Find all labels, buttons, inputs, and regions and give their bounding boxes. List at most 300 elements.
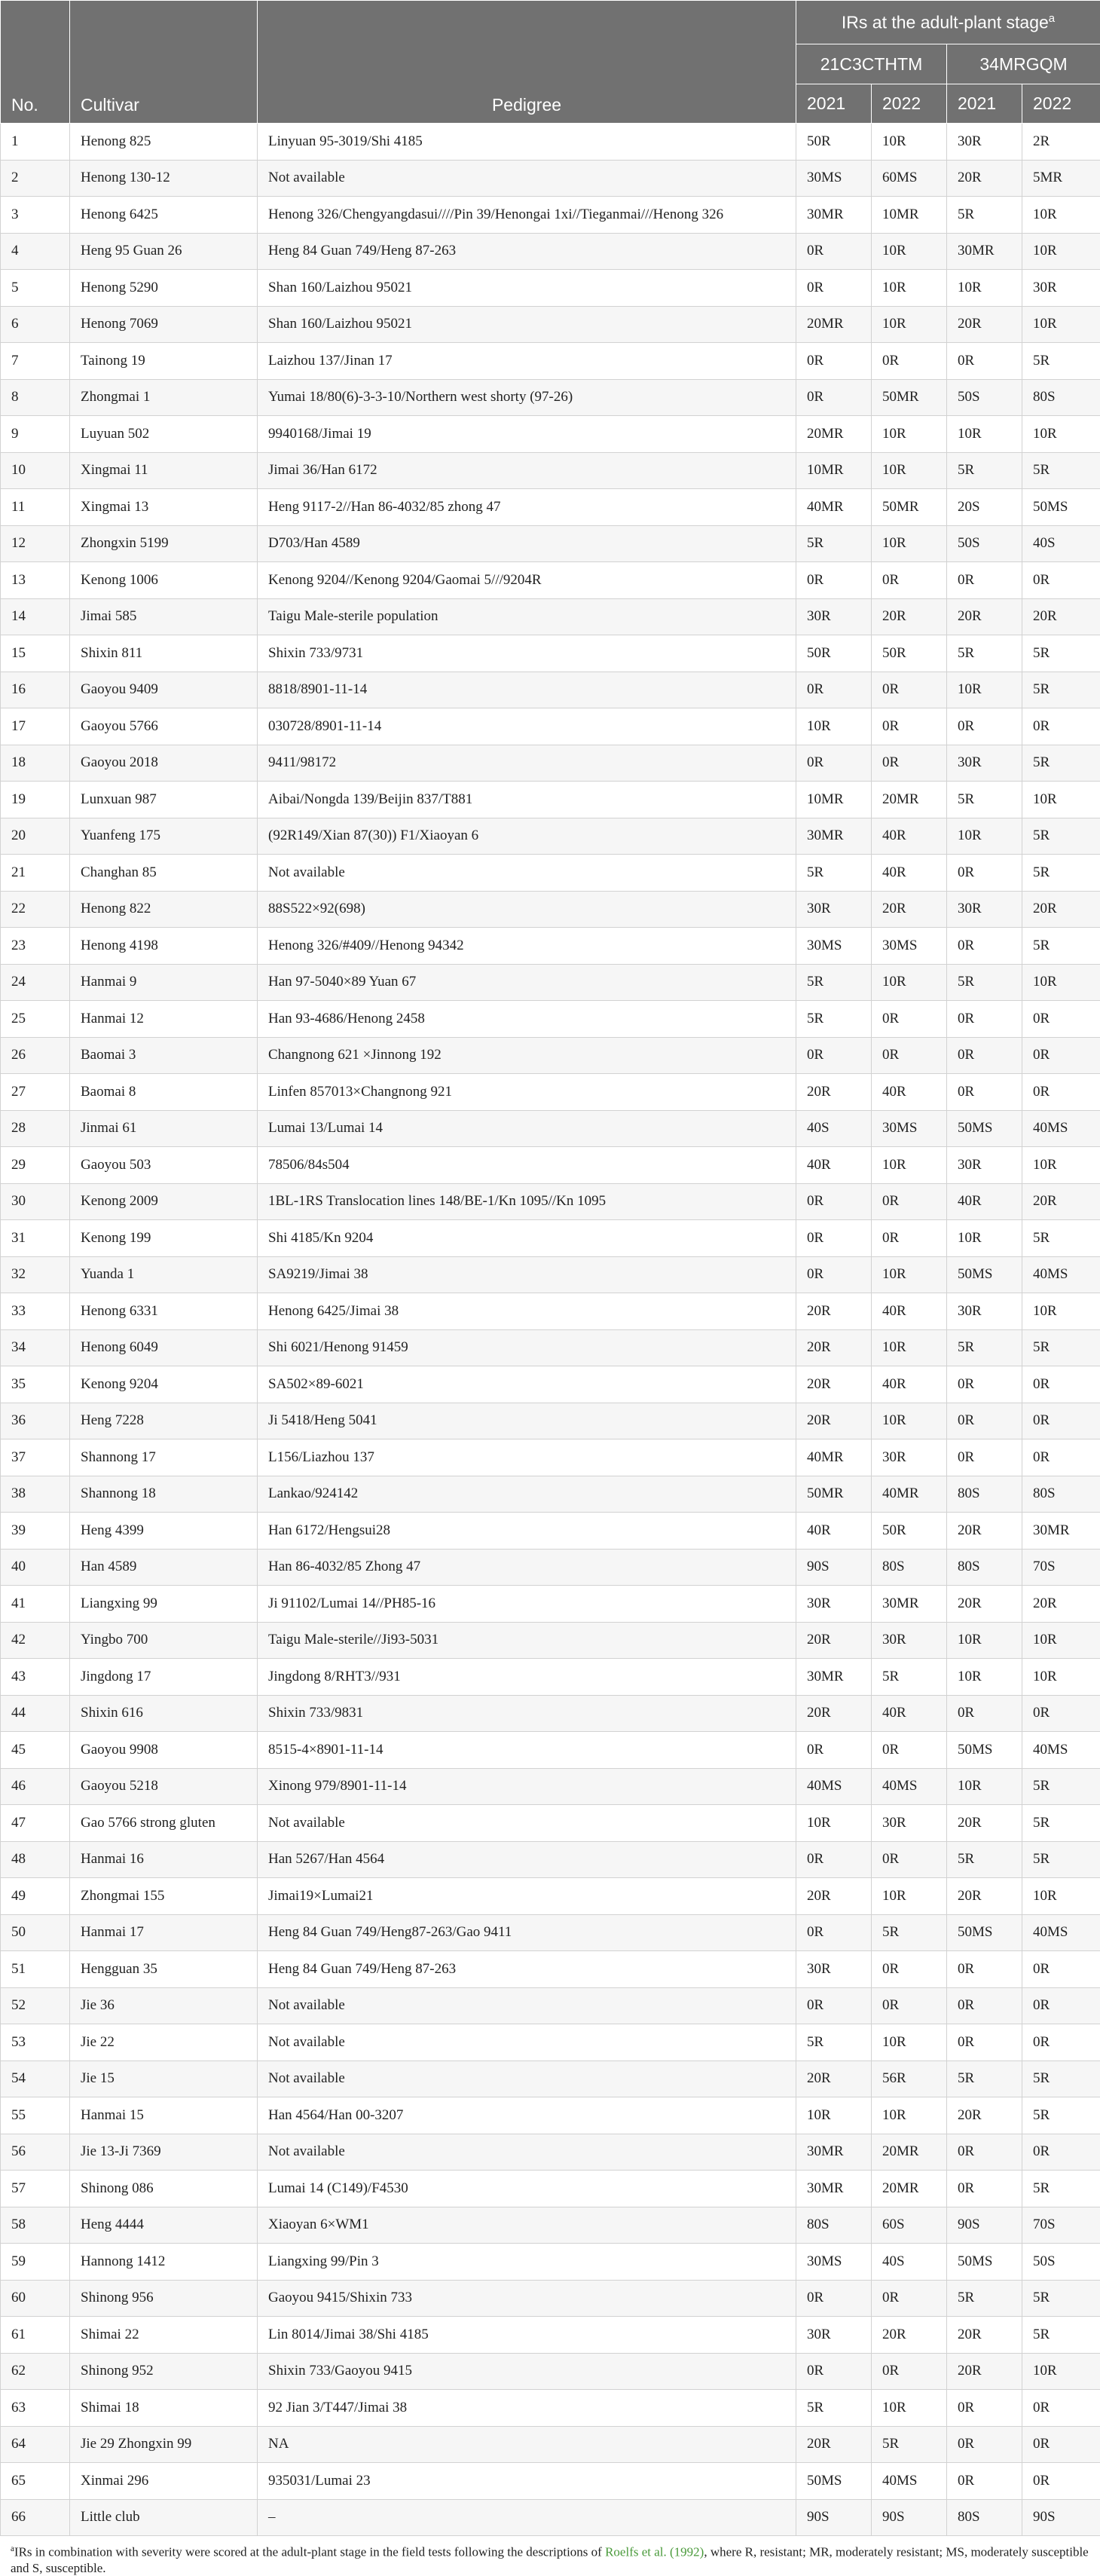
cell-21c3cthtm-2021: 20R: [796, 1074, 872, 1111]
cell-21c3cthtm-2021: 30MR: [796, 2134, 872, 2171]
cell-21c3cthtm-2021: 20R: [796, 1366, 872, 1403]
cell-21c3cthtm-2022: 10MR: [872, 197, 947, 234]
table-row: [1, 562, 1100, 599]
cell-34mrgqm-2022: 10R: [1022, 1659, 1100, 1696]
cell-34mrgqm-2021: 5R: [947, 452, 1022, 489]
cell-no: 22: [1, 891, 70, 928]
cell-34mrgqm-2022: 20R: [1022, 891, 1100, 928]
cell-cultivar: Henong 7069: [70, 306, 258, 343]
cell-34mrgqm-2021: 10R: [947, 270, 1022, 307]
cell-no: 21: [1, 855, 70, 892]
cell-21c3cthtm-2021: 20R: [796, 1329, 872, 1366]
cell-34mrgqm-2022: 0R: [1022, 1037, 1100, 1074]
cell-cultivar: Han 4589: [70, 1549, 258, 1586]
cell-no: 33: [1, 1293, 70, 1330]
table-row: [1, 2060, 1100, 2097]
cell-no: 45: [1, 1732, 70, 1769]
cell-21c3cthtm-2021: 40S: [796, 1110, 872, 1147]
cell-34mrgqm-2022: 0R: [1022, 1695, 1100, 1732]
cell-pedigree: 030728/8901-11-14: [258, 708, 796, 745]
cell-21c3cthtm-2021: 5R: [796, 964, 872, 1001]
cell-34mrgqm-2022: 20R: [1022, 1183, 1100, 1220]
cell-34mrgqm-2021: 5R: [947, 197, 1022, 234]
cell-cultivar: Hanmai 15: [70, 2097, 258, 2134]
cell-21c3cthtm-2021: 10MR: [796, 452, 872, 489]
table-row: [1, 1914, 1100, 1951]
cell-34mrgqm-2021: 0R: [947, 2134, 1022, 2171]
cell-cultivar: Kenong 199: [70, 1220, 258, 1257]
table-row: [1, 708, 1100, 745]
cell-34mrgqm-2022: 40MS: [1022, 1732, 1100, 1769]
cell-pedigree: Kenong 9204//Kenong 9204/Gaomai 5///9204R: [258, 562, 796, 599]
cell-no: 1: [1, 124, 70, 161]
cell-pedigree: Linfen 857013×Changnong 921: [258, 1074, 796, 1111]
cell-34mrgqm-2022: 5R: [1022, 1329, 1100, 1366]
cell-21c3cthtm-2022: 0R: [872, 745, 947, 782]
cell-21c3cthtm-2022: 40R: [872, 1293, 947, 1330]
cell-no: 30: [1, 1183, 70, 1220]
cell-no: 16: [1, 672, 70, 708]
cell-pedigree: Ji 91102/Lumai 14//PH85-16: [258, 1586, 796, 1623]
cell-21c3cthtm-2022: 60MS: [872, 160, 947, 197]
cell-21c3cthtm-2022: 40S: [872, 2244, 947, 2281]
cell-21c3cthtm-2022: 90S: [872, 2499, 947, 2536]
cell-21c3cthtm-2021: 0R: [796, 1183, 872, 1220]
cell-34mrgqm-2022: 30R: [1022, 270, 1100, 307]
cell-pedigree: Jimai 36/Han 6172: [258, 452, 796, 489]
cell-no: 4: [1, 233, 70, 270]
cell-pedigree: D703/Han 4589: [258, 525, 796, 562]
cell-21c3cthtm-2021: 30R: [796, 891, 872, 928]
table-row: [1, 452, 1100, 489]
cell-21c3cthtm-2022: 30R: [872, 1622, 947, 1659]
cell-no: 46: [1, 1768, 70, 1805]
cell-34mrgqm-2021: 5R: [947, 1329, 1022, 1366]
cell-pedigree: Liangxing 99/Pin 3: [258, 2244, 796, 2281]
table-row: [1, 1403, 1100, 1439]
cell-cultivar: Henong 4198: [70, 928, 258, 965]
table-row: [1, 1805, 1100, 1842]
cell-no: 39: [1, 1513, 70, 1550]
cell-34mrgqm-2021: 0R: [947, 1001, 1022, 1038]
cell-21c3cthtm-2021: 0R: [796, 2353, 872, 2390]
cell-no: 3: [1, 197, 70, 234]
cell-pedigree: Han 86-4032/85 Zhong 47: [258, 1549, 796, 1586]
cell-34mrgqm-2021: 30R: [947, 891, 1022, 928]
cell-34mrgqm-2022: 30MR: [1022, 1513, 1100, 1550]
cell-pedigree: (92R149/Xian 87(30)) F1/Xiaoyan 6: [258, 818, 796, 855]
cell-cultivar: Gaoyou 5766: [70, 708, 258, 745]
cell-cultivar: Heng 7228: [70, 1403, 258, 1439]
table-row: [1, 1622, 1100, 1659]
cell-34mrgqm-2021: 0R: [947, 1987, 1022, 2024]
cell-pedigree: Gaoyou 9415/Shixin 733: [258, 2280, 796, 2317]
cell-pedigree: Lumai 13/Lumai 14: [258, 1110, 796, 1147]
cell-34mrgqm-2022: 0R: [1022, 1987, 1100, 2024]
cell-cultivar: Jie 15: [70, 2060, 258, 2097]
cell-pedigree: Shixin 733/Gaoyou 9415: [258, 2353, 796, 2390]
cell-21c3cthtm-2022: 10R: [872, 1403, 947, 1439]
cell-no: 43: [1, 1659, 70, 1696]
cell-21c3cthtm-2022: 20R: [872, 891, 947, 928]
cell-21c3cthtm-2021: 0R: [796, 1732, 872, 1769]
cell-34mrgqm-2021: 0R: [947, 1403, 1022, 1439]
cell-pedigree: 92 Jian 3/T447/Jimai 38: [258, 2390, 796, 2427]
cell-cultivar: Little club: [70, 2499, 258, 2536]
cell-cultivar: Gaoyou 5218: [70, 1768, 258, 1805]
cell-no: 10: [1, 452, 70, 489]
cell-34mrgqm-2022: 10R: [1022, 782, 1100, 818]
cell-34mrgqm-2022: 5R: [1022, 2171, 1100, 2207]
cell-no: 18: [1, 745, 70, 782]
table-row: [1, 1951, 1100, 1988]
cell-34mrgqm-2022: 5R: [1022, 2317, 1100, 2354]
table-row: [1, 2499, 1100, 2536]
cell-21c3cthtm-2021: 90S: [796, 2499, 872, 2536]
cell-no: 61: [1, 2317, 70, 2354]
cell-21c3cthtm-2021: 5R: [796, 855, 872, 892]
cell-34mrgqm-2021: 0R: [947, 1366, 1022, 1403]
cell-pedigree: Shan 160/Laizhou 95021: [258, 306, 796, 343]
cell-pedigree: NA: [258, 2426, 796, 2463]
cell-21c3cthtm-2021: 0R: [796, 1037, 872, 1074]
table-row: [1, 1293, 1100, 1330]
header-cultivar: Cultivar: [70, 1, 258, 124]
cell-34mrgqm-2021: 0R: [947, 1951, 1022, 1988]
cell-34mrgqm-2021: 20R: [947, 1586, 1022, 1623]
cell-21c3cthtm-2021: 50R: [796, 124, 872, 161]
table-row: [1, 525, 1100, 562]
cell-34mrgqm-2021: 50MS: [947, 1256, 1022, 1293]
header-year: 2021: [947, 84, 1022, 124]
cell-21c3cthtm-2022: 10R: [872, 525, 947, 562]
cell-no: 26: [1, 1037, 70, 1074]
cell-cultivar: Henong 822: [70, 891, 258, 928]
cell-no: 36: [1, 1403, 70, 1439]
cell-cultivar: Shinong 956: [70, 2280, 258, 2317]
cell-cultivar: Xinmai 296: [70, 2463, 258, 2500]
table-row: [1, 1037, 1100, 1074]
cell-34mrgqm-2021: 80S: [947, 2499, 1022, 2536]
cell-21c3cthtm-2022: 0R: [872, 708, 947, 745]
cell-34mrgqm-2022: 20R: [1022, 598, 1100, 635]
cell-21c3cthtm-2021: 0R: [796, 745, 872, 782]
cell-no: 14: [1, 598, 70, 635]
cell-34mrgqm-2022: 10R: [1022, 416, 1100, 453]
cell-no: 42: [1, 1622, 70, 1659]
cell-34mrgqm-2021: 10R: [947, 1768, 1022, 1805]
table-row: [1, 818, 1100, 855]
cell-no: 24: [1, 964, 70, 1001]
cell-21c3cthtm-2022: 10R: [872, 2390, 947, 2427]
cell-34mrgqm-2022: 80S: [1022, 1476, 1100, 1513]
cell-21c3cthtm-2021: 20R: [796, 1878, 872, 1915]
cell-no: 40: [1, 1549, 70, 1586]
cell-34mrgqm-2022: 10R: [1022, 1293, 1100, 1330]
cell-21c3cthtm-2022: 10R: [872, 964, 947, 1001]
cell-21c3cthtm-2022: 40MS: [872, 1768, 947, 1805]
cell-21c3cthtm-2022: 20MR: [872, 2171, 947, 2207]
header-no: No.: [1, 1, 70, 124]
table-row: [1, 1329, 1100, 1366]
cell-21c3cthtm-2022: 0R: [872, 1732, 947, 1769]
header-year: 2021: [796, 84, 872, 124]
cell-21c3cthtm-2021: 0R: [796, 672, 872, 708]
table-row: [1, 2171, 1100, 2207]
cell-pedigree: Shi 4185/Kn 9204: [258, 1220, 796, 1257]
cell-21c3cthtm-2021: 0R: [796, 1841, 872, 1878]
cell-no: 53: [1, 2024, 70, 2061]
table-row: [1, 1732, 1100, 1769]
cell-21c3cthtm-2021: 30MR: [796, 1659, 872, 1696]
footnote-text-end: , where R, resistant; MR, moderately resistant; MS, moderately susceptible and S, susceptible.: [11, 2545, 1089, 2575]
cell-pedigree: Han 6172/Hengsui28: [258, 1513, 796, 1550]
cell-34mrgqm-2021: 5R: [947, 964, 1022, 1001]
cell-34mrgqm-2021: 0R: [947, 2171, 1022, 2207]
cell-34mrgqm-2021: 0R: [947, 2426, 1022, 2463]
cell-21c3cthtm-2022: 40R: [872, 818, 947, 855]
cell-34mrgqm-2021: 20R: [947, 160, 1022, 197]
cell-cultivar: Shinong 086: [70, 2171, 258, 2207]
cell-21c3cthtm-2022: 10R: [872, 452, 947, 489]
cell-cultivar: Shixin 616: [70, 1695, 258, 1732]
table-row: [1, 1549, 1100, 1586]
table-row: [1, 1987, 1100, 2024]
cell-21c3cthtm-2021: 50MR: [796, 1476, 872, 1513]
cell-21c3cthtm-2022: 20R: [872, 2317, 947, 2354]
cell-pedigree: Henong 6425/Jimai 38: [258, 1293, 796, 1330]
cell-cultivar: Luyuan 502: [70, 416, 258, 453]
table-row: [1, 1001, 1100, 1038]
cell-21c3cthtm-2022: 0R: [872, 2353, 947, 2390]
cell-34mrgqm-2022: 70S: [1022, 2207, 1100, 2244]
cell-cultivar: Heng 4399: [70, 1513, 258, 1550]
cell-21c3cthtm-2022: 40MR: [872, 1476, 947, 1513]
cell-pedigree: Linyuan 95-3019/Shi 4185: [258, 124, 796, 161]
cell-no: 55: [1, 2097, 70, 2134]
cell-34mrgqm-2022: 40MS: [1022, 1914, 1100, 1951]
cell-no: 32: [1, 1256, 70, 1293]
cell-34mrgqm-2021: 0R: [947, 855, 1022, 892]
cell-pedigree: Heng 84 Guan 749/Heng 87-263: [258, 1951, 796, 1988]
cell-34mrgqm-2022: 0R: [1022, 2134, 1100, 2171]
cell-cultivar: Gao 5766 strong gluten: [70, 1805, 258, 1842]
cell-21c3cthtm-2022: 40MS: [872, 2463, 947, 2500]
cell-pedigree: Yumai 18/80(6)-3-3-10/Northern west shorty (97-26): [258, 379, 796, 416]
table-row: [1, 2426, 1100, 2463]
cell-34mrgqm-2021: 10R: [947, 818, 1022, 855]
cell-21c3cthtm-2021: 20MR: [796, 416, 872, 453]
cell-pedigree: Han 4564/Han 00-3207: [258, 2097, 796, 2134]
table-footnote: [0, 2536, 1100, 2576]
cell-34mrgqm-2021: 30R: [947, 1293, 1022, 1330]
cell-21c3cthtm-2022: 30MR: [872, 1586, 947, 1623]
table-row: [1, 1147, 1100, 1184]
cell-cultivar: Yuanfeng 175: [70, 818, 258, 855]
cell-34mrgqm-2022: 40MS: [1022, 1256, 1100, 1293]
cell-34mrgqm-2021: 50MS: [947, 2244, 1022, 2281]
cell-pedigree: Not available: [258, 2134, 796, 2171]
cell-21c3cthtm-2022: 0R: [872, 672, 947, 708]
cell-cultivar: Lunxuan 987: [70, 782, 258, 818]
header-year: 2022: [872, 84, 947, 124]
cell-34mrgqm-2021: 50MS: [947, 1732, 1022, 1769]
cell-34mrgqm-2022: 50MS: [1022, 489, 1100, 526]
header-race-21c3cthtm: 21C3CTHTM: [796, 44, 947, 84]
cell-pedigree: Shan 160/Laizhou 95021: [258, 270, 796, 307]
footnote-reference-link[interactable]: Roelfs et al. (1992): [605, 2545, 704, 2559]
table-row: [1, 2097, 1100, 2134]
cell-pedigree: Han 5267/Han 4564: [258, 1841, 796, 1878]
cell-34mrgqm-2022: 0R: [1022, 1366, 1100, 1403]
cell-pedigree: Not available: [258, 1987, 796, 2024]
cell-21c3cthtm-2022: 50MR: [872, 379, 947, 416]
cell-pedigree: Ji 5418/Heng 5041: [258, 1403, 796, 1439]
cell-cultivar: Yingbo 700: [70, 1622, 258, 1659]
table-row: [1, 197, 1100, 234]
cell-pedigree: Not available: [258, 2060, 796, 2097]
footnote-text-start: IRs in combination with severity were scored at the adult-plant stage in the field tests following the descriptions of: [14, 2545, 605, 2559]
table-row: [1, 1841, 1100, 1878]
cell-cultivar: Hanmai 17: [70, 1914, 258, 1951]
cell-21c3cthtm-2022: 10R: [872, 306, 947, 343]
cell-34mrgqm-2022: 40MS: [1022, 1110, 1100, 1147]
cell-cultivar: Gaoyou 9908: [70, 1732, 258, 1769]
cell-cultivar: Zhongmai 1: [70, 379, 258, 416]
table-row: [1, 1768, 1100, 1805]
cell-34mrgqm-2021: 0R: [947, 1074, 1022, 1111]
cell-pedigree: Heng 9117-2//Han 86-4032/85 zhong 47: [258, 489, 796, 526]
cell-21c3cthtm-2022: 10R: [872, 416, 947, 453]
cell-cultivar: Heng 95 Guan 26: [70, 233, 258, 270]
cell-pedigree: Shi 6021/Henong 91459: [258, 1329, 796, 1366]
cell-21c3cthtm-2022: 10R: [872, 233, 947, 270]
cell-21c3cthtm-2022: 20MR: [872, 782, 947, 818]
cell-cultivar: Baomai 8: [70, 1074, 258, 1111]
cell-pedigree: Han 97-5040×89 Yuan 67: [258, 964, 796, 1001]
cell-34mrgqm-2022: 0R: [1022, 2426, 1100, 2463]
cell-34mrgqm-2021: 30R: [947, 124, 1022, 161]
cell-21c3cthtm-2021: 20MR: [796, 306, 872, 343]
cell-no: 31: [1, 1220, 70, 1257]
cell-21c3cthtm-2021: 0R: [796, 379, 872, 416]
cell-21c3cthtm-2021: 0R: [796, 343, 872, 380]
cell-pedigree: 9411/98172: [258, 745, 796, 782]
cell-34mrgqm-2021: 10R: [947, 1659, 1022, 1696]
cell-34mrgqm-2021: 0R: [947, 1439, 1022, 1476]
cell-34mrgqm-2022: 5R: [1022, 452, 1100, 489]
table-row: [1, 416, 1100, 453]
cell-34mrgqm-2021: 20R: [947, 2097, 1022, 2134]
cell-34mrgqm-2022: 5R: [1022, 818, 1100, 855]
cell-21c3cthtm-2022: 10R: [872, 1147, 947, 1184]
cell-34mrgqm-2022: 5R: [1022, 928, 1100, 965]
cell-34mrgqm-2021: 30MR: [947, 233, 1022, 270]
cell-21c3cthtm-2021: 80S: [796, 2207, 872, 2244]
cell-34mrgqm-2021: 5R: [947, 635, 1022, 672]
cell-pedigree: Not available: [258, 2024, 796, 2061]
table-row: [1, 891, 1100, 928]
cell-pedigree: Not available: [258, 1805, 796, 1842]
cell-34mrgqm-2022: 10R: [1022, 2353, 1100, 2390]
cell-cultivar: Shimai 18: [70, 2390, 258, 2427]
cell-21c3cthtm-2021: 30MR: [796, 197, 872, 234]
header-year: 2022: [1022, 84, 1100, 124]
cell-no: 6: [1, 306, 70, 343]
table-row: [1, 672, 1100, 708]
cell-pedigree: Jimai19×Lumai21: [258, 1878, 796, 1915]
cell-34mrgqm-2022: 0R: [1022, 1074, 1100, 1111]
cell-21c3cthtm-2021: 40R: [796, 1147, 872, 1184]
header-pedigree: Pedigree: [258, 1, 796, 124]
cell-no: 20: [1, 818, 70, 855]
cell-pedigree: Aibai/Nongda 139/Beijin 837/T881: [258, 782, 796, 818]
cell-pedigree: Changnong 621 ×Jinnong 192: [258, 1037, 796, 1074]
cell-21c3cthtm-2021: 30R: [796, 1586, 872, 1623]
cell-21c3cthtm-2022: 0R: [872, 1001, 947, 1038]
cell-no: 64: [1, 2426, 70, 2463]
cell-21c3cthtm-2022: 0R: [872, 1037, 947, 1074]
cell-34mrgqm-2022: 5R: [1022, 635, 1100, 672]
cell-34mrgqm-2021: 20R: [947, 2317, 1022, 2354]
cell-34mrgqm-2021: 0R: [947, 928, 1022, 965]
cell-34mrgqm-2022: 5R: [1022, 1841, 1100, 1878]
cell-pedigree: Xinong 979/8901-11-14: [258, 1768, 796, 1805]
cell-34mrgqm-2022: 5R: [1022, 2097, 1100, 2134]
cell-34mrgqm-2021: 20R: [947, 2353, 1022, 2390]
table-row: [1, 1439, 1100, 1476]
cell-34mrgqm-2022: 10R: [1022, 306, 1100, 343]
table-row: [1, 1074, 1100, 1111]
cell-21c3cthtm-2021: 40MS: [796, 1768, 872, 1805]
cell-cultivar: Changhan 85: [70, 855, 258, 892]
cell-21c3cthtm-2021: 20R: [796, 1403, 872, 1439]
cell-21c3cthtm-2021: 30MS: [796, 2244, 872, 2281]
cell-21c3cthtm-2021: 0R: [796, 1987, 872, 2024]
header-race-34mrgqm: 34MRGQM: [947, 44, 1100, 84]
cell-34mrgqm-2021: 90S: [947, 2207, 1022, 2244]
cell-34mrgqm-2022: 10R: [1022, 964, 1100, 1001]
cell-no: 11: [1, 489, 70, 526]
cell-pedigree: Heng 84 Guan 749/Heng87-263/Gao 9411: [258, 1914, 796, 1951]
cell-cultivar: Heng 4444: [70, 2207, 258, 2244]
table-row: [1, 964, 1100, 1001]
table-row: [1, 1695, 1100, 1732]
cell-21c3cthtm-2021: 5R: [796, 2024, 872, 2061]
cell-pedigree: 1BL-1RS Translocation lines 148/BE-1/Kn 1095//Kn 1095: [258, 1183, 796, 1220]
cell-pedigree: Shixin 733/9831: [258, 1695, 796, 1732]
cell-34mrgqm-2021: 0R: [947, 2390, 1022, 2427]
cell-cultivar: Jie 22: [70, 2024, 258, 2061]
cell-no: 38: [1, 1476, 70, 1513]
cell-pedigree: Henong 326/#409//Henong 94342: [258, 928, 796, 965]
cell-cultivar: Jie 29 Zhongxin 99: [70, 2426, 258, 2463]
table-row: [1, 2134, 1100, 2171]
cell-21c3cthtm-2022: 40R: [872, 1074, 947, 1111]
header-stage-label: IRs at the adult-plant stage: [842, 12, 1049, 32]
table-row: [1, 928, 1100, 965]
cell-34mrgqm-2021: 0R: [947, 1037, 1022, 1074]
header-stage: [796, 1, 1100, 44]
table-row: [1, 489, 1100, 526]
cell-cultivar: Tainong 19: [70, 343, 258, 380]
cell-21c3cthtm-2021: 5R: [796, 525, 872, 562]
cell-cultivar: Jie 13-Ji 7369: [70, 2134, 258, 2171]
cell-pedigree: L156/Liazhou 137: [258, 1439, 796, 1476]
cell-cultivar: Baomai 3: [70, 1037, 258, 1074]
cell-21c3cthtm-2022: 40R: [872, 855, 947, 892]
cell-cultivar: Jinmai 61: [70, 1110, 258, 1147]
